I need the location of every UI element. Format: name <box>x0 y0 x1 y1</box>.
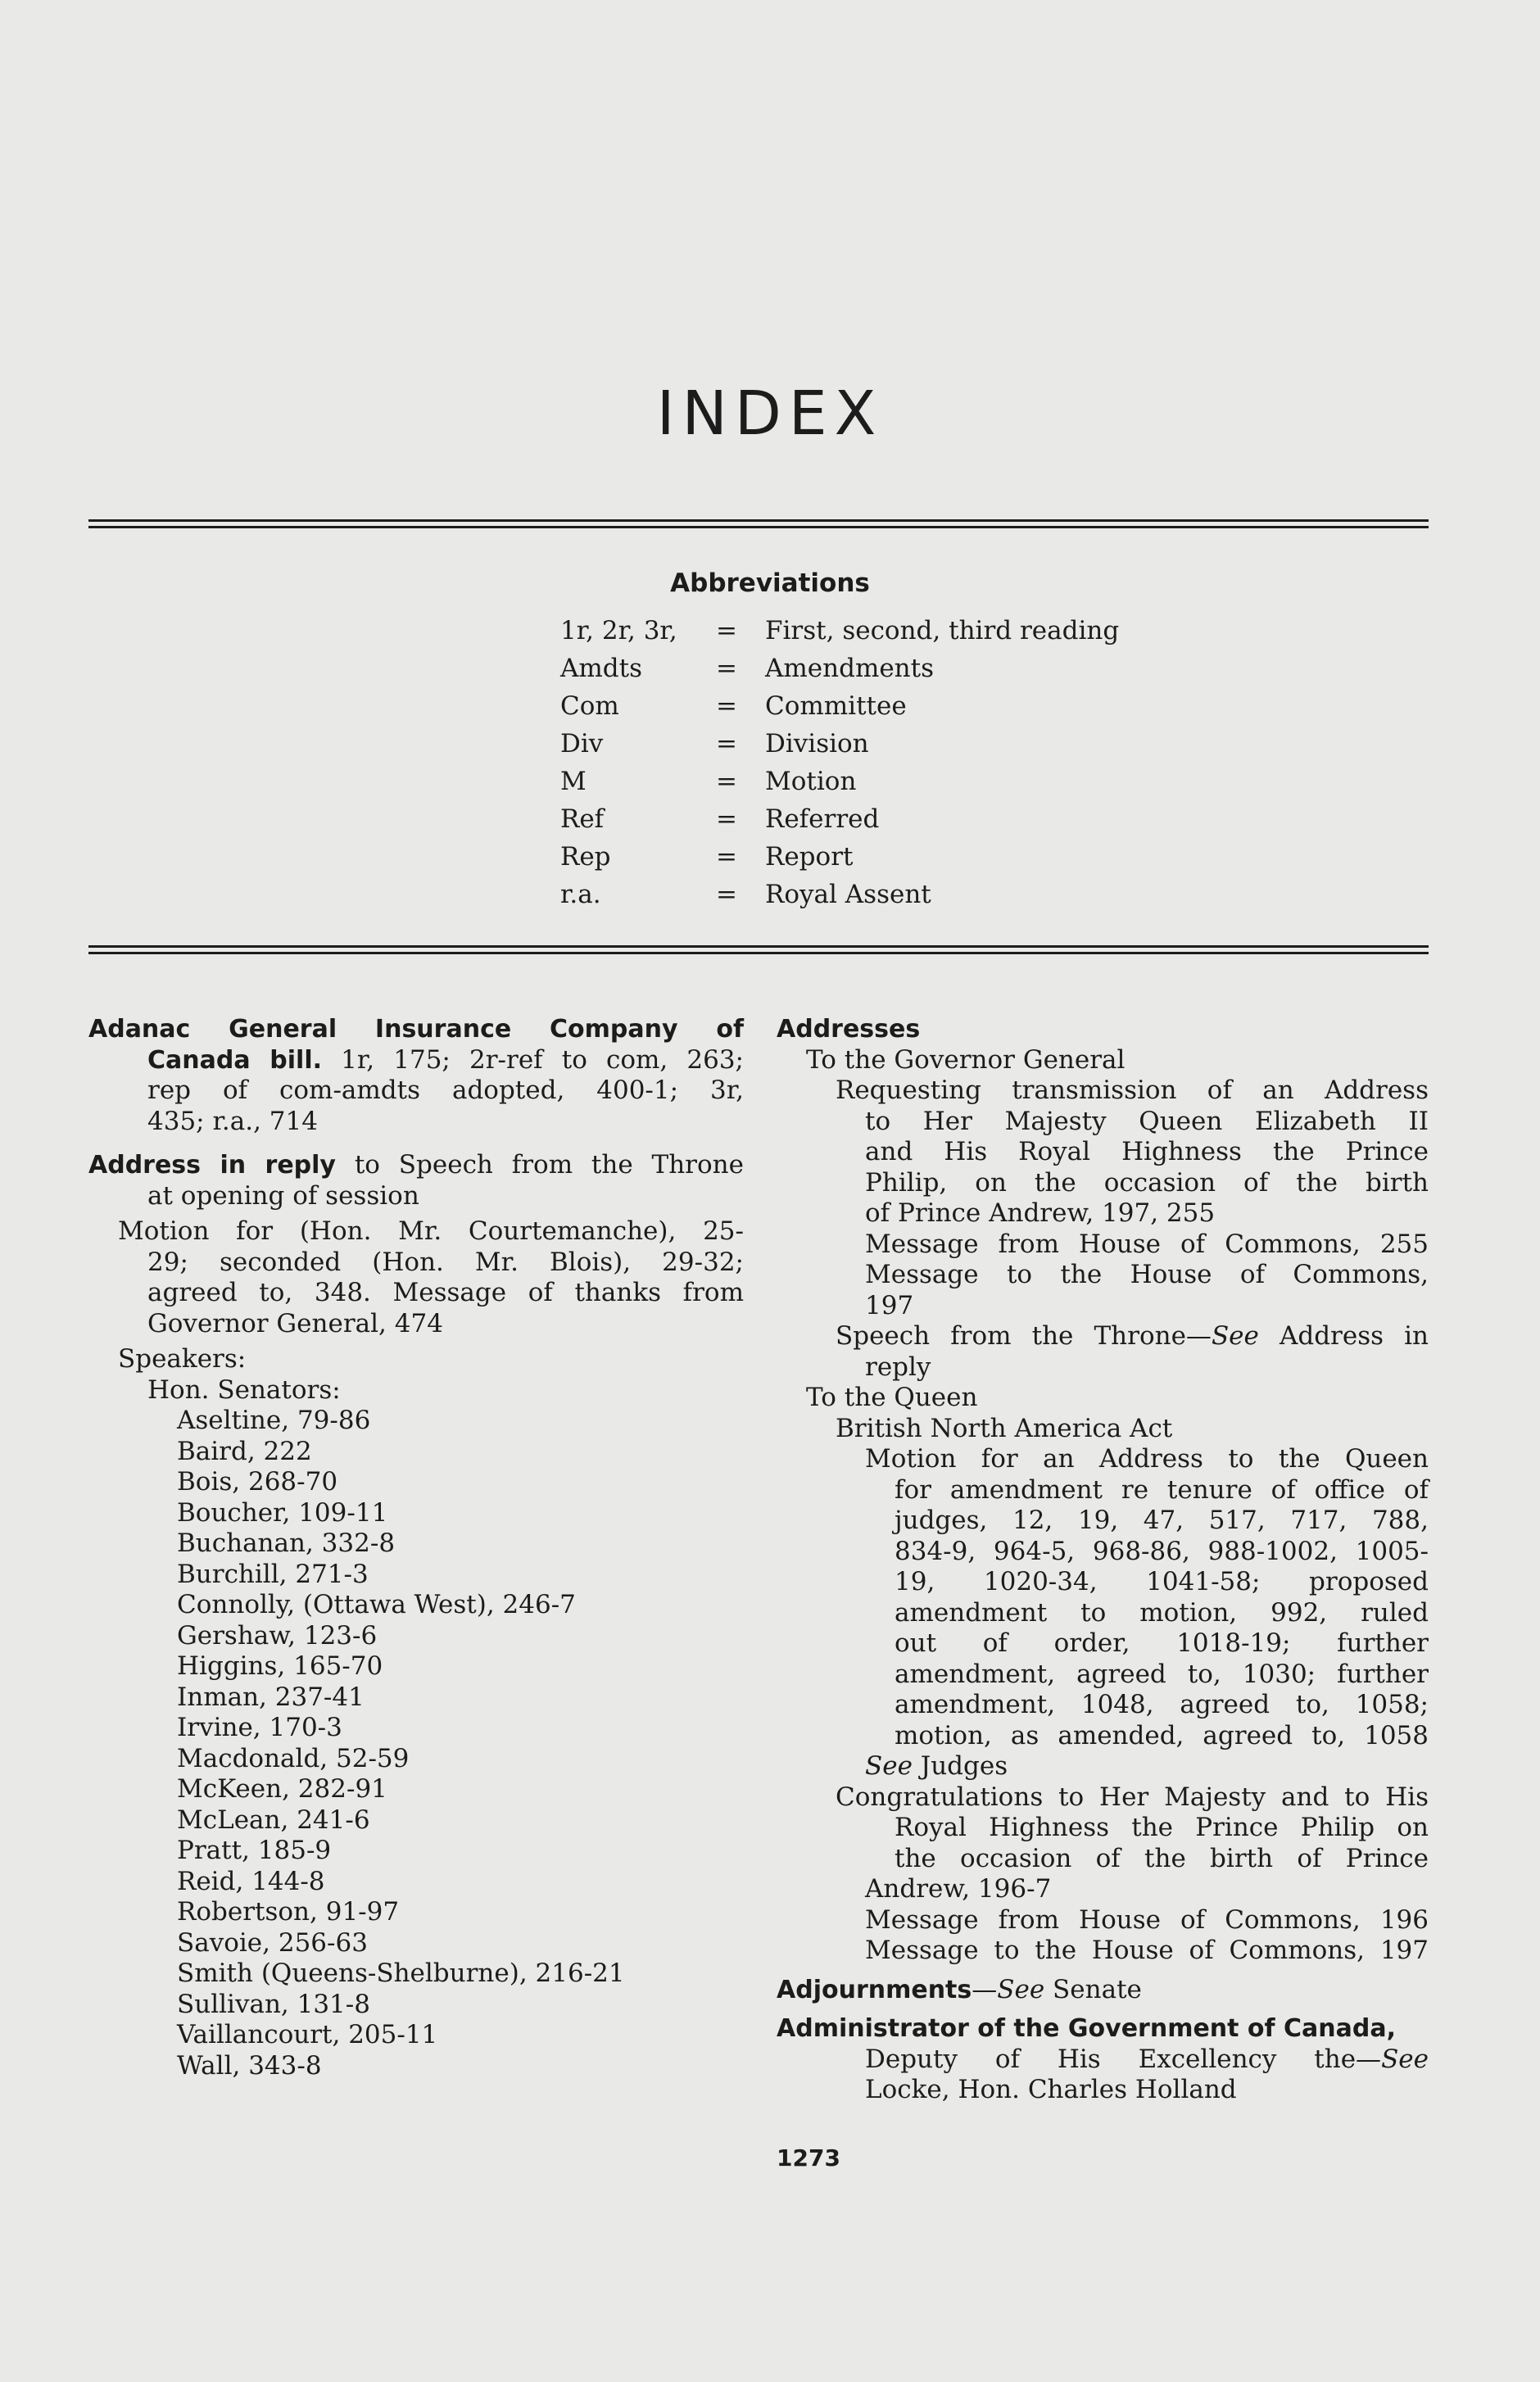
see-reference: See <box>865 1751 913 1781</box>
list-item: Pratt, 185-9 <box>177 1836 332 1865</box>
abbr-meaning: Division <box>765 729 869 759</box>
abbr-code: 1r, 2r, 3r, <box>560 616 677 645</box>
abbr-equals: = <box>716 654 737 683</box>
entry-text: to Speech from the Throne <box>354 1150 744 1180</box>
abbreviations-heading: Abbreviations <box>670 568 870 598</box>
entry-text: out of order, 1018-19; further <box>895 1628 1429 1658</box>
entry-text: motion, as amended, agreed to, 1058 <box>895 1720 1429 1750</box>
mid-rule-1 <box>88 945 1429 948</box>
list-item: Baird, 222 <box>177 1436 312 1466</box>
abbr-equals: = <box>716 880 737 909</box>
entry-text: Requesting transmission of an Address <box>836 1076 1429 1105</box>
top-rule-1 <box>88 519 1429 522</box>
list-item: Sullivan, 131-8 <box>177 1989 370 2019</box>
entry-text: Congratulations to Her Majesty and to His <box>836 1782 1429 1812</box>
entry-text: Philip, on the occasion of the birth <box>865 1167 1429 1198</box>
entry-text: the occasion of the birth of Prince <box>895 1843 1429 1873</box>
list-item: McKeen, 282-91 <box>177 1774 387 1804</box>
entry-text: agreed to, 348. Message of thanks from <box>147 1278 744 1307</box>
entry-text: to Her Majesty Queen Elizabeth II <box>865 1106 1429 1136</box>
entry-heading: Adanac General Insurance Company of <box>88 1015 744 1044</box>
abbr-meaning: Report <box>765 842 854 872</box>
list-item: Robertson, 91-97 <box>177 1897 400 1927</box>
abbr-equals: = <box>716 616 737 645</box>
entry-text: amendment, agreed to, 1030; further <box>895 1659 1429 1689</box>
entry-text: Judges <box>912 1751 1008 1781</box>
list-item: Buchanan, 332-8 <box>177 1528 396 1558</box>
abbr-meaning: Committee <box>765 691 907 721</box>
entry-heading: Administrator of the Government of Canada, <box>777 2014 1397 2043</box>
abbr-equals: = <box>716 842 737 872</box>
list-item: McLean, 241-6 <box>177 1805 370 1835</box>
entry-text: at opening of session <box>147 1180 419 1211</box>
entry-text: Message to the House of Commons, 197 <box>865 1936 1429 1965</box>
list-item: Reid, 144-8 <box>177 1866 325 1896</box>
list-item: Vaillancourt, 205-11 <box>177 2020 438 2049</box>
entry-text: Senate <box>1044 1974 1142 2004</box>
entry-text: Speech from the Throne— <box>836 1321 1212 1351</box>
entry-text: for amendment re tenure of office of <box>895 1474 1429 1505</box>
entry-text: Andrew, 196-7 <box>865 1874 1052 1904</box>
entry-text: amendment, 1048, agreed to, 1058; <box>895 1690 1429 1719</box>
speakers-label: Speakers: <box>118 1344 247 1374</box>
page-title: INDEX <box>656 378 884 449</box>
abbr-code: Com <box>560 691 619 721</box>
abbr-row <box>0 729 1540 767</box>
list-item: Wall, 343-8 <box>177 2050 322 2081</box>
abbr-code: Ref <box>560 804 605 834</box>
index-entry-address-in-reply <box>88 1150 744 2081</box>
entry-text: amendment to motion, 992, ruled <box>895 1597 1429 1628</box>
senator-list <box>88 1406 744 2081</box>
index-column-left <box>88 1014 744 2081</box>
abbr-row <box>0 880 1540 917</box>
entry-text: Royal Highness the Prince Philip on <box>895 1813 1429 1842</box>
entry-text: and His Royal Highness the Prince <box>865 1137 1429 1166</box>
abbr-code: Rep <box>560 842 611 872</box>
entry-heading-cont: Canada bill. <box>147 1045 323 1075</box>
entry-text: 1r, 175; 2r-ref to com, 263; <box>341 1044 744 1075</box>
index-entry-addresses <box>777 1014 1429 1967</box>
entry-text: Message from House of Commons, 255 <box>865 1229 1429 1259</box>
mid-rule-2 <box>88 952 1429 954</box>
entry-text: Motion for (Hon. Mr. Courtemanche), 25- <box>118 1216 744 1246</box>
list-item: Bois, 268-70 <box>177 1467 338 1497</box>
abbr-row <box>0 691 1540 729</box>
abbr-code: r.a. <box>560 880 601 909</box>
abbr-meaning: Referred <box>765 804 880 834</box>
list-item: Savoie, 256-63 <box>177 1927 368 1958</box>
entry-text: Governor General, 474 <box>147 1308 443 1338</box>
entry-text: 435; r.a., 714 <box>147 1106 318 1136</box>
see-reference: See <box>1211 1321 1259 1351</box>
page-number: 1273 <box>777 2144 840 2171</box>
entry-text: reply <box>865 1352 931 1382</box>
entry-text: Address in <box>1258 1321 1429 1351</box>
abbr-equals: = <box>716 767 737 796</box>
abbr-equals: = <box>716 729 737 759</box>
abbr-code: Div <box>560 729 604 759</box>
entry-text: Deputy of His Excellency the— <box>865 2044 1382 2074</box>
entry-text: 19, 1020-34, 1041-58; proposed <box>895 1567 1429 1596</box>
abbr-code: M <box>560 767 587 796</box>
entry-text: To the Governor General <box>806 1044 1126 1075</box>
abbr-meaning: First, second, third reading <box>765 616 1120 645</box>
senators-label: Hon. Senators: <box>147 1374 341 1405</box>
list-item: Gershaw, 123-6 <box>177 1620 378 1651</box>
abbr-code: Amdts <box>560 654 642 683</box>
entry-heading: Adjournments <box>777 1975 972 2004</box>
abbr-equals: = <box>716 804 737 834</box>
see-reference: See <box>1381 2044 1429 2074</box>
entry-text: British North America Act <box>836 1413 1173 1443</box>
entry-text: — <box>972 1974 998 2004</box>
entry-heading: Addresses <box>777 1015 921 1044</box>
abbr-meaning: Royal Assent <box>765 880 931 909</box>
entry-text: 197 <box>865 1290 914 1320</box>
abbr-meaning: Motion <box>765 767 857 796</box>
entry-text: 834-9, 964-5, 968-86, 988-1002, 1005- <box>895 1536 1429 1566</box>
entry-text: Message to the House of Commons, <box>865 1260 1429 1289</box>
entry-text: of Prince Andrew, 197, 255 <box>865 1198 1216 1228</box>
list-item: Irvine, 170-3 <box>177 1713 342 1742</box>
entry-text: Locke, Hon. Charles Holland <box>865 2075 1237 2104</box>
top-rule-2 <box>88 526 1429 528</box>
list-item: Connolly, (Ottawa West), 246-7 <box>177 1590 576 1619</box>
list-item: Burchill, 271-3 <box>177 1559 369 1589</box>
abbr-row <box>0 654 1540 691</box>
index-column-right <box>777 1014 1429 2106</box>
list-item: Macdonald, 52-59 <box>177 1743 410 1773</box>
entry-heading: Address in reply <box>88 1151 336 1180</box>
abbr-row <box>0 804 1540 842</box>
abbr-meaning: Amendments <box>765 654 935 683</box>
abbr-row <box>0 767 1540 804</box>
entry-text: rep of com-amdts adopted, 400-1; 3r, <box>147 1076 744 1105</box>
list-item: Inman, 237-41 <box>177 1682 365 1712</box>
entry-text: Message from House of Commons, 196 <box>865 1904 1429 1935</box>
abbr-equals: = <box>716 691 737 721</box>
index-entry-administrator <box>777 2013 1429 2106</box>
entry-text: 29; seconded (Hon. Mr. Blois), 29-32; <box>147 1247 744 1277</box>
abbr-row <box>0 842 1540 880</box>
list-item: Higgins, 165-70 <box>177 1651 383 1681</box>
entry-text: Motion for an Address to the Queen <box>865 1444 1429 1474</box>
entry-text: judges, 12, 19, 47, 517, 717, 788, <box>895 1506 1429 1535</box>
index-entry-adjournments <box>777 1975 1429 2006</box>
see-reference: See <box>997 1974 1045 2004</box>
list-item: Aseltine, 79-86 <box>177 1406 371 1435</box>
entry-text: To the Queen <box>806 1383 978 1412</box>
abbr-row <box>0 616 1540 654</box>
index-entry-adanac <box>88 1014 744 1137</box>
list-item: Boucher, 109-11 <box>177 1497 388 1528</box>
list-item: Smith (Queens-Shelburne), 216-21 <box>177 1959 625 1988</box>
